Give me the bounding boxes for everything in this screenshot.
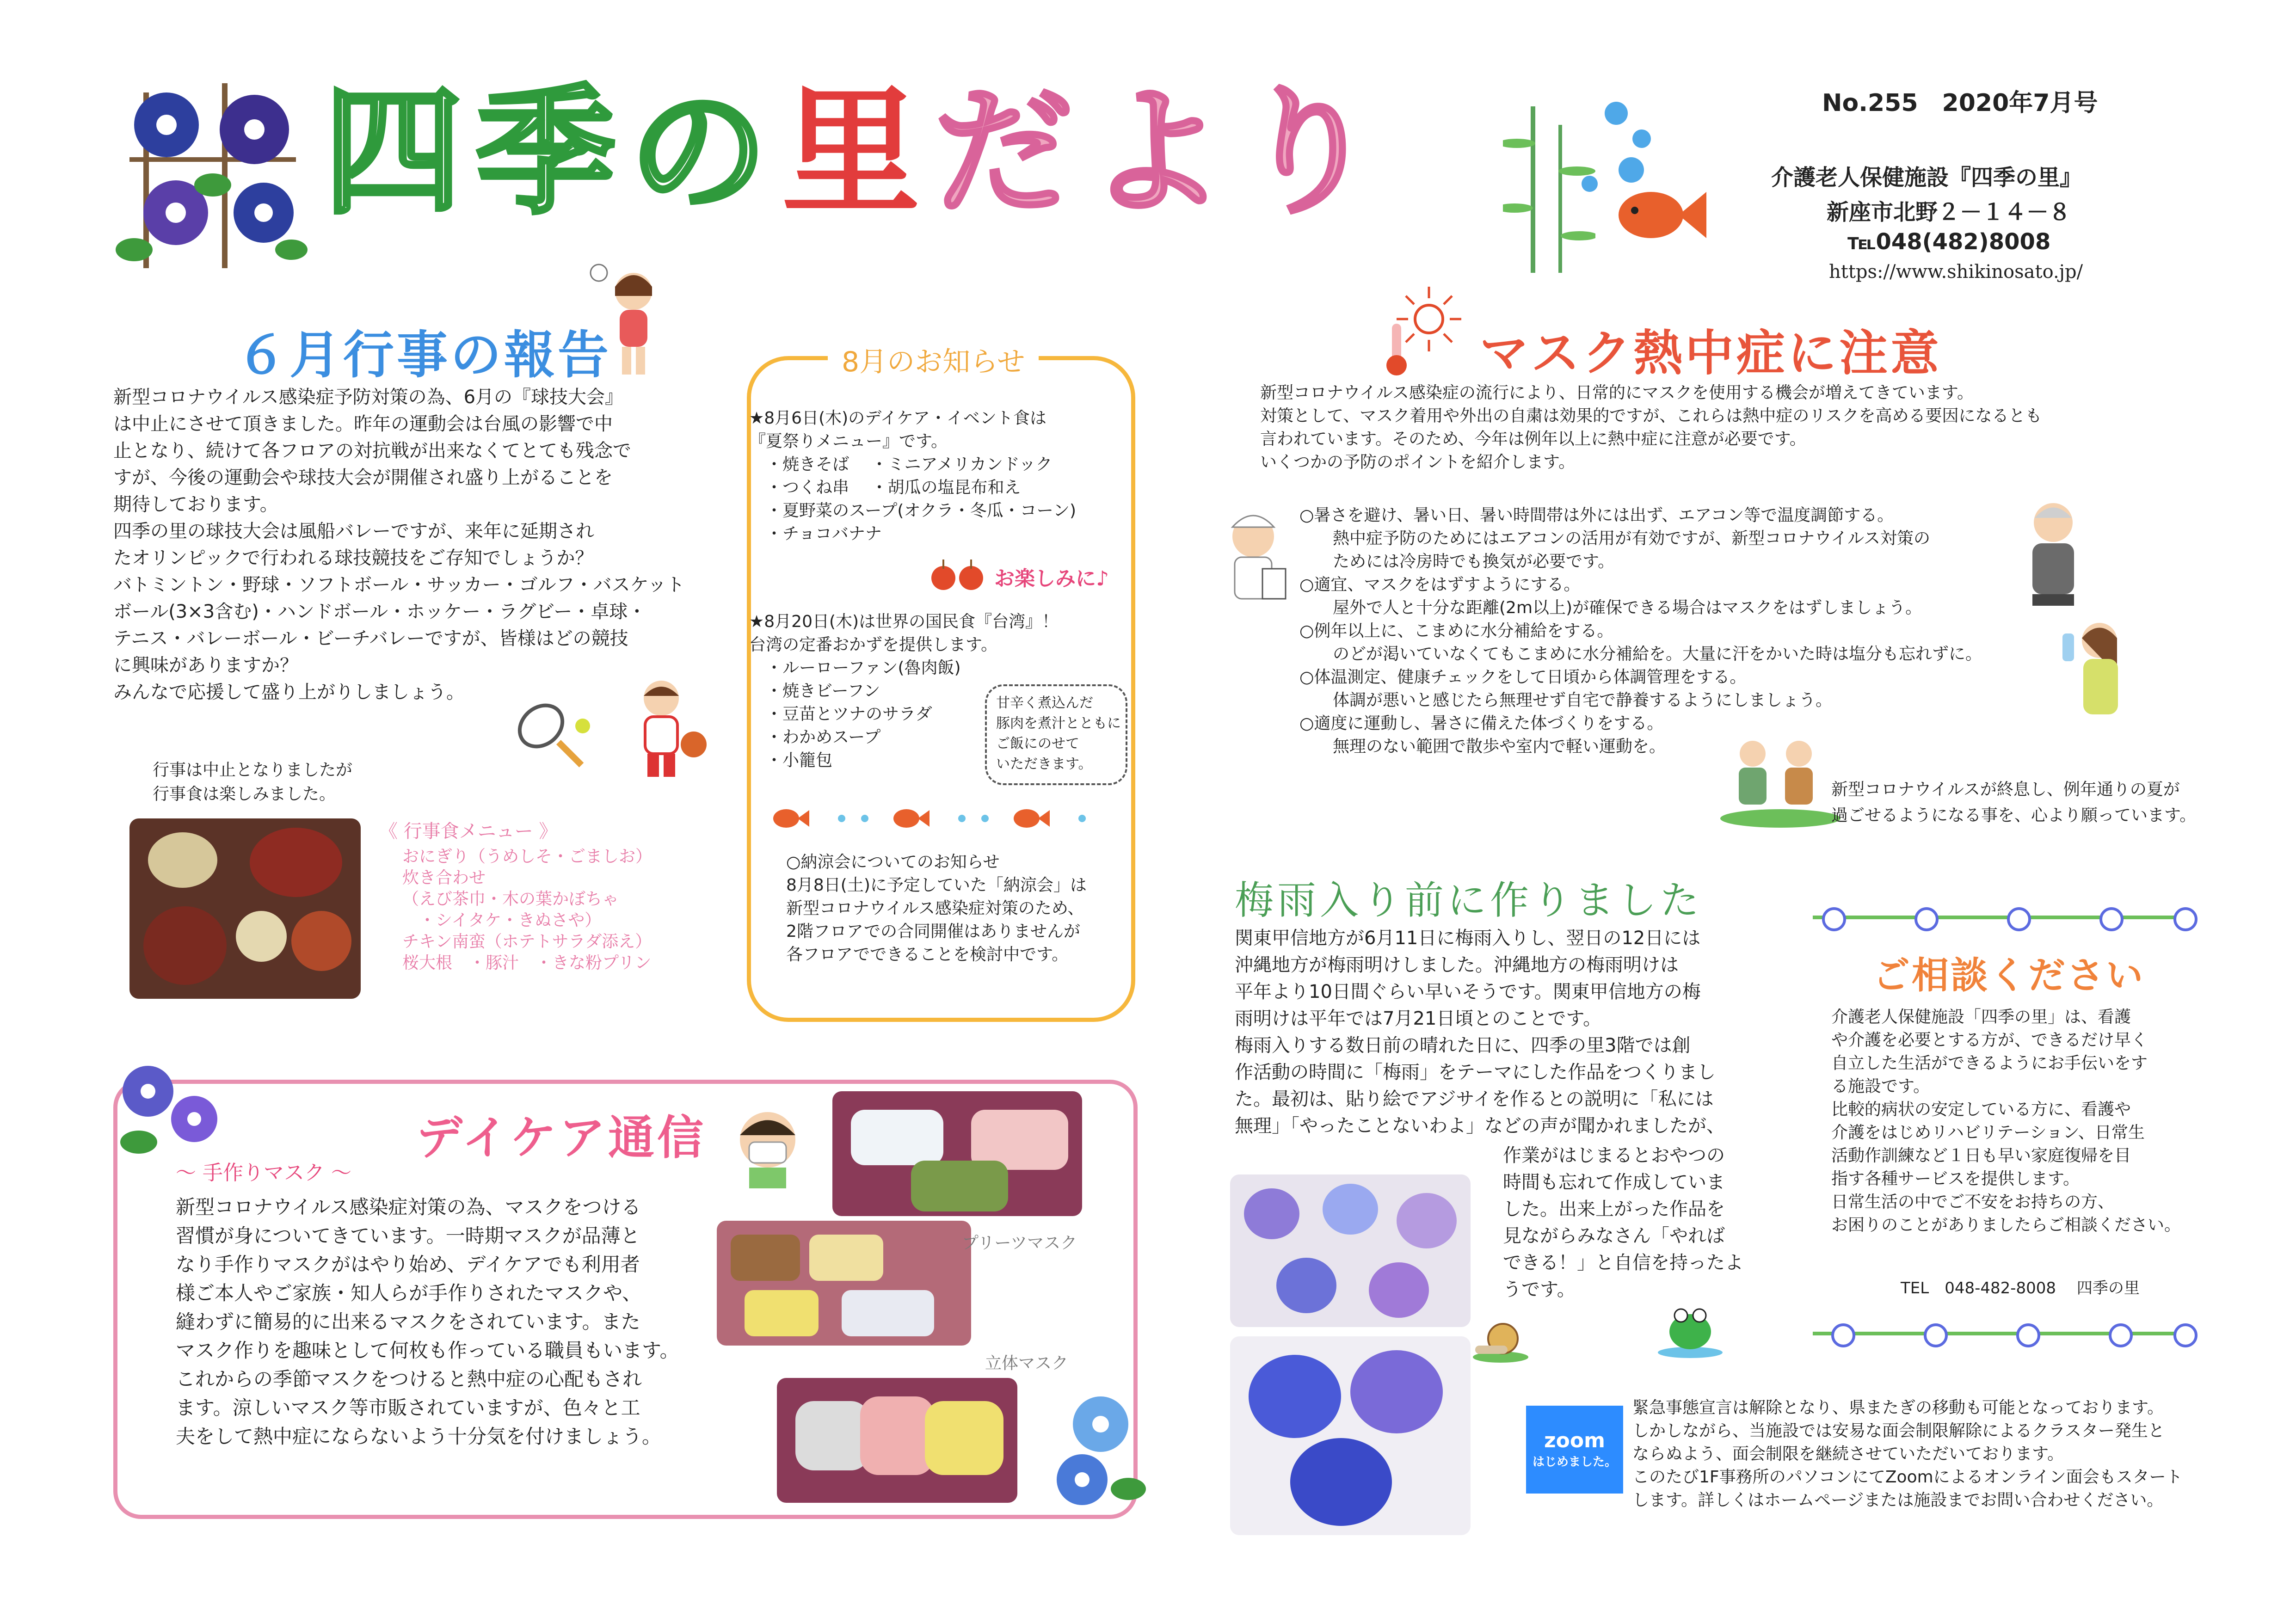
morning-glory-bottom-icon	[1045, 1387, 1147, 1517]
heatstroke-closing: 新型コロナウイルスが終息し、例年通りの夏が 過ごせるようになる事を、心より願っています。	[1831, 780, 2197, 825]
zoom-logo-subtext: はじめました。	[1532, 1455, 1617, 1469]
hydrangea-icon	[1249, 1355, 1341, 1438]
newsletter-title	[324, 72, 1392, 233]
daycare-subheading: ～ 手作りマスク ～	[176, 1161, 351, 1185]
mask-icon	[842, 1290, 934, 1336]
pleat-mask-photo	[717, 1221, 971, 1346]
apple-candy-icon	[929, 559, 990, 592]
event-menu-items: おにぎり（うめしそ・ごましお） 炊き合わせ （えび茶巾・木の葉かぼちゃ ・シイタケ・きぬさや） チキン南蛮（ホテトサラダ添え） 桜大根 ・豚汁 ・きな粉プリン	[402, 847, 652, 972]
hydrangea-icon	[1276, 1258, 1336, 1313]
nurse-illustration	[1207, 504, 1299, 606]
rainy-season-side-text: 作業がはじまるとおやつの 時間も忘れて作成していま した。出来上がった作品を 見ながらみなさん「やれば できる！」と自信を持ったよ うです。	[1503, 1145, 1743, 1300]
heatstroke-prevention-points: ○暑さを避け、暑い日、暑い時間帯は外には出ず、エアコン等で温度調節する。 熱中症予防のためにはエアコンの活用が有効ですが、新型コロナウイルス対策の ためには冷房時でも換気が必要です。 ○適宜、マスクをはずすようにする。 屋外で人と十分な距離(2m以上)が確保できる場合はマスクをはずしましょう。 ○例年以上に、こまめに水分補給をする。 のどが渇いていなくてもこまめに水分補給を。大量に汗をかいた時は塩分も忘れずに。 ○体温測定、健康チェックをして日頃から体調管理をする。 体調が悪いと感じたら無理せず自宅で静養するようにしましょう。 ○適度に運動し、暑さに備えた体づくりをする。 無理のない範囲で散歩や室内で軽い運動を。	[1299, 506, 1982, 756]
flower-icon	[2099, 907, 2124, 931]
issue-number: No.255 2020年7月号	[1822, 89, 2098, 117]
volleyball-girl-illustration	[587, 264, 671, 379]
flower-icon	[2016, 1323, 2040, 1347]
morning-glory-vine-top	[1813, 916, 2197, 919]
rainy-season-heading: 梅雨入り前に作りました	[1235, 878, 1703, 923]
title-part-shiki: 四季の	[324, 72, 782, 233]
drinking-woman-illustration	[2053, 615, 2136, 731]
bubble-icon	[1632, 129, 1651, 148]
flower-icon	[1831, 1323, 1855, 1347]
hydrangea-icon	[1244, 1188, 1299, 1239]
morning-glory-illustration	[116, 74, 310, 277]
hydrangea-closeup-photo	[1230, 1336, 1471, 1535]
bowl-icon	[143, 906, 227, 985]
flower-icon	[1822, 907, 1846, 931]
mask-icon	[809, 1235, 883, 1281]
title-part-sato: 里	[782, 72, 934, 233]
consult-heading: ご相談ください	[1873, 954, 2145, 997]
mask-icon	[745, 1290, 819, 1336]
mask-icon	[851, 1110, 943, 1165]
hydrangea-icon	[1350, 1350, 1443, 1433]
speech-bubble	[985, 684, 1127, 785]
mask-icon	[860, 1396, 934, 1475]
walking-couple-illustration	[1720, 735, 1840, 828]
morning-glory-vine-bottom	[1813, 1332, 2197, 1335]
zoom-logo	[1526, 1406, 1623, 1494]
event-menu-title: 《 行事食メニュー 》	[379, 821, 558, 842]
frog-icon	[1656, 1295, 1725, 1359]
hydrangea-icon	[1397, 1193, 1457, 1248]
goldfish-divider	[768, 805, 1110, 832]
flower-icon	[2173, 907, 2198, 931]
bamboo-illustration	[1503, 106, 1595, 277]
consult-contact: TEL 048-482-8008 四季の里	[1901, 1279, 2140, 1297]
thermometer-icon	[1378, 324, 1415, 379]
bowl-icon	[236, 911, 287, 962]
masked-boy-illustration	[731, 1105, 805, 1188]
event-meal-photo	[129, 818, 361, 999]
snail-icon	[1471, 1313, 1531, 1364]
june-report-heading: ６月行事の報告	[236, 326, 611, 385]
handmade-mask-photo-1	[832, 1091, 1082, 1216]
zoom-logo-text: zoom	[1544, 1429, 1605, 1452]
hydrangea-icon	[1369, 1262, 1429, 1318]
mask-icon	[911, 1161, 1008, 1211]
heatstroke-heading: マスク熱中症に注意	[1480, 325, 1942, 381]
bubble-icon	[1619, 157, 1644, 183]
facility-address: 新座市北野２－１４－８	[1827, 199, 2071, 225]
august-notice-heading: 8月のお知らせ	[828, 340, 1039, 380]
august-cool-party-notice: ○納涼会についてのお知らせ 8月8日(土)に予定していた「納涼会」は 新型コロナウイルス感染症対策のため、 2階フロアでの合同開催はありませんが 各フロアでできることを検討中です。	[786, 853, 1087, 964]
daycare-body: 新型コロナウイルス感染症対策の為、マスクをつける 習慣が身についてきています。一時期マスクが品薄と なり手作りマスクがはやり始め、デイケアでも利用者 様ご本人やご家族・知人らが手作りされたマスクや、 縫わずに簡易的に出来るマスクをされています。また マスク作りを趣味として何枚も作っている職員もいます。 これからの季節マスクをつけると熱中症の心配もされ ます。涼しいマスク等市販されていますが、色々と工 夫をして熱中症にならないよう十分気を付けましょう。	[176, 1196, 679, 1448]
facility-url[interactable]: https://www.shikinosato.jp/	[1829, 261, 2083, 283]
flower-icon	[2007, 907, 2031, 931]
bowl-icon	[291, 911, 351, 971]
enjoy-label: お楽しみに♪	[994, 567, 1109, 590]
bowl-icon	[148, 832, 217, 888]
zoom-announcement: 緊急事態宣言は解除となり、県またぎの移動も可能となっております。 しかしながら、当施設では安易な面会制限解除によるクラスター発生と ならぬよう、面会制限を継続させていただいております。 このたび1F事務所のパソコンにてZoomによるオンライン面会もスタート します。詳しくはホームページまたは施設までお問い合わせください。	[1632, 1398, 2183, 1510]
elderly-man-illustration	[2012, 495, 2095, 610]
mask-icon	[795, 1401, 869, 1470]
basketball-boy-illustration	[620, 675, 712, 781]
august-event-summer-festival: ★8月6日(木)のデイケア・イベント食は 『夏祭りメニュー』です。 ・焼きそば ・ミニアメリカンドック ・つくね串 ・胡瓜の塩昆布和え ・夏野菜のスープ(オクラ・冬瓜・コーン) ・チョコバナナ	[749, 409, 1077, 543]
august-event-taiwan: ★8月20日(木)は世界の国民食『台湾』！ 台湾の定番おかずを提供します。 ・ルーローファン(魯肉飯) ・焼きビーフン ・豆苗とツナのサラダ ・わかめスープ ・小籠包	[749, 612, 1059, 770]
consult-body: 介護老人保健施設「四季の里」は、看護 や介護を必要とする方が、できるだけ早く 自立した生活ができるようにお手伝いをす る施設です。 比較的病状の安定している方に、看護や 介護をはじめリハビリテーション、日常生 活動作訓練など１日も早い家庭復帰を目 指す各種サービスを提供します。 日常生活の中でご不安をお持ちの方、 お困りのことがありましたらご相談ください。	[1831, 1008, 2181, 1235]
pleat-mask-caption: プリーツマスク	[962, 1234, 1077, 1253]
june-event-meal-caption: 行事は中止となりましたが 行事食は楽しみました。	[153, 761, 353, 804]
3d-mask-photo	[777, 1378, 1017, 1503]
flower-icon	[2173, 1323, 2198, 1347]
flower-icon	[1914, 907, 1939, 931]
speech-bubble-text: 甘辛く煮込んだ 豚肉を煮汁とともに ご飯にのせて いただきます。	[996, 695, 1121, 772]
heatstroke-intro: 新型コロナウイルス感染症の流行により、日常的にマスクを使用する機会が増えてきています。 対策として、マスク着用や外出の自粛は効果的ですが、これらは熱中症のリスクを高める要因になるとも 言われています。そのため、今年は例年以上に熱中症に注意が必要です。 いくつかの予防のポイントを紹介します。	[1260, 383, 2042, 472]
morning-glory-corner-icon	[111, 1059, 231, 1170]
bubble-icon	[1605, 102, 1628, 125]
june-report-body: 新型コロナウイルス感染症予防対策の為、6月の『球技大会』 は中止にさせて頂きました。昨年の運動会は台風の影響で中 止となり、続けて各フロアの対抗戦が出来なくてとても残念で すが、今後の運動会や球技大会が開催され盛り上がることを 期待しております。 四季の里の球技大会は風船バレーですが、来年に延期され たオリンピックで行われる球技競技をご存知でしょうか？ バトミントン・野球・ソフトボール・サッカー・ゴルフ・バスケット ボール(3×3含む)・ハンドボール・ホッケー・ラグビー・卓球・ テニス・バレーボール・ビーチバレーですが、皆様はどの競技 に興味がありますか？ みんなで応援して盛り上がりしましょう。	[113, 387, 685, 703]
rainy-season-body: 関東甲信地方が6月11日に梅雨入りし、翌日の12日には 沖縄地方が梅雨明けしました。沖縄地方の梅雨明けは 平年より10日間ぐらい早いそうです。関東甲信地方の梅 雨明けは平年では7月21日頃とのことです。 梅雨入りする数日前の晴れた日に、四季の里3階では創 作活動の時間に「梅雨」をテーマにした作品をつくりまし た。最初は、貼り絵でアジサイを作るとの説明に「私には 無理」「やったことないわよ」などの声が聞かれましたが、	[1235, 928, 1725, 1137]
goldfish-icon	[1614, 185, 1706, 245]
title-part-dayori: だより	[934, 72, 1392, 233]
bubble-icon	[1582, 176, 1598, 192]
facility-tel: ℡048(482)8008	[1847, 229, 2051, 255]
facility-name: 介護老人保健施設『四季の里』	[1771, 165, 2082, 191]
hydrangea-icon	[1323, 1184, 1378, 1235]
hydrangea-icon	[1290, 1438, 1392, 1526]
hydrangea-artwork-photo	[1230, 1174, 1471, 1327]
bowl-icon	[250, 828, 342, 897]
flower-icon	[2109, 1323, 2133, 1347]
mask-icon	[731, 1235, 800, 1281]
daycare-heading: デイケア通信	[416, 1111, 706, 1165]
racket-icon	[513, 698, 592, 777]
flower-icon	[1924, 1323, 1948, 1347]
3d-mask-caption: 立体マスク	[985, 1354, 1069, 1373]
mask-icon	[925, 1401, 1003, 1475]
